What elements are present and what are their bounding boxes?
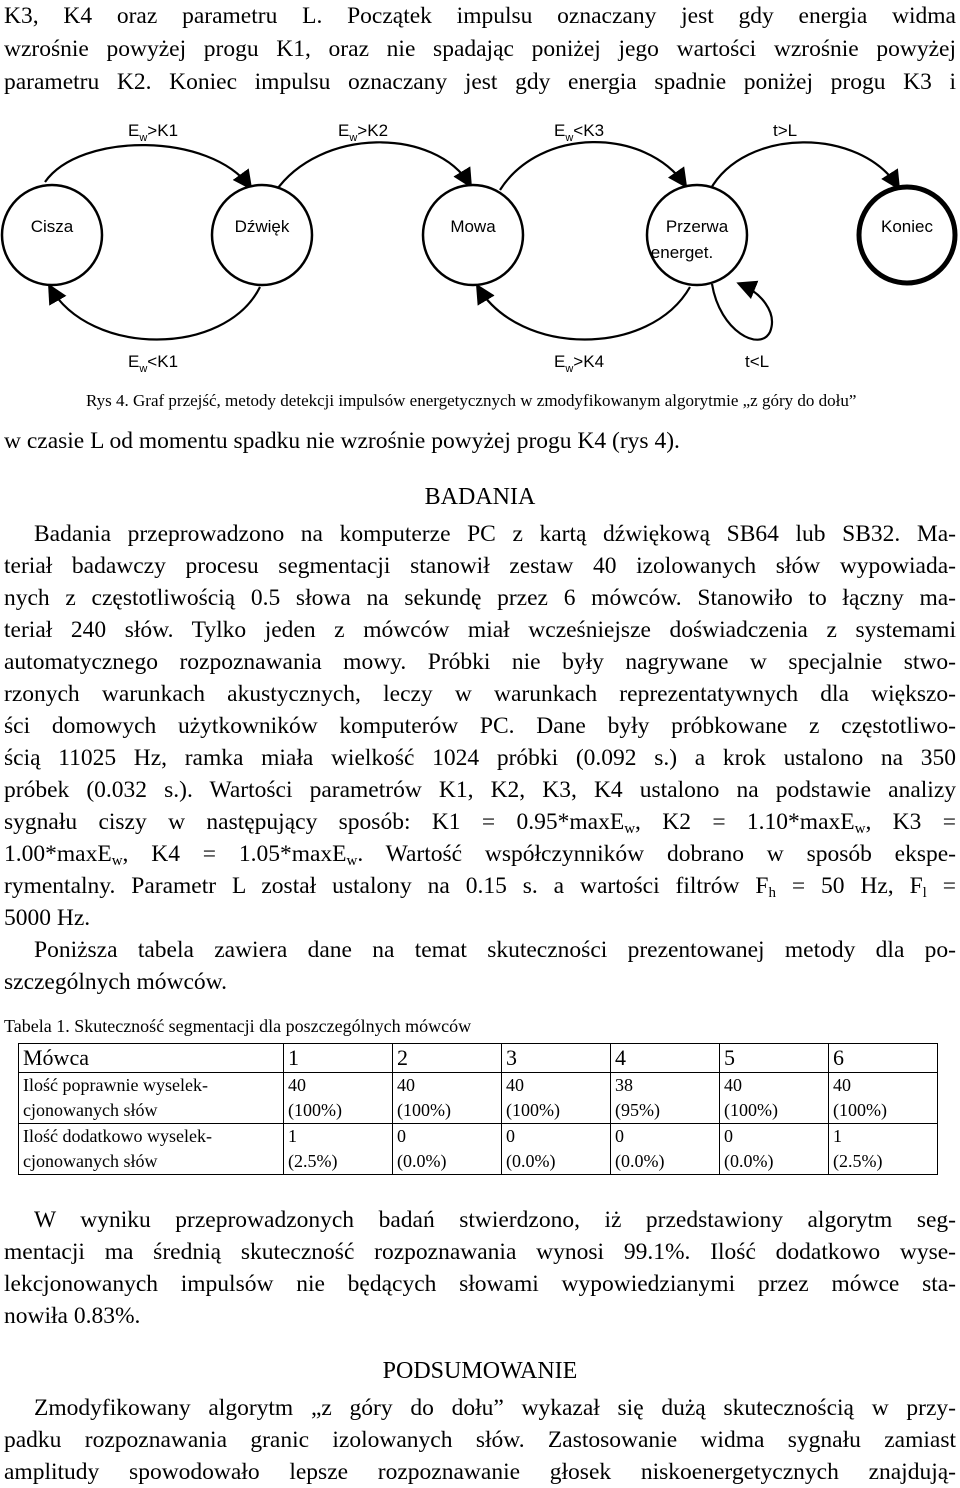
state-dzwiek-label: Dźwięk [234,217,290,236]
transition-label-ew-gt-k2: $E_w>K2$ [338,121,389,144]
body-text-line: Badania przeprowadzono na komputerze PC z kartą dźwiękową SB64 lub SB32. Ma- [34,521,956,547]
arrow-przerwa-self-loop [712,284,772,340]
body-text-line: K3, K4 oraz parametru L. Początek impulsu oznaczany jest gdy energia widma [4,3,956,29]
formula-line: rymentalny. Parametr L został ustalony na 0.15 s. a wartości filtrów $F_h = 50$ Hz, $F_l$ = [4,873,956,901]
table-cell: 38 (95%) [611,1073,720,1124]
state-mowa-label: Mowa [450,217,496,236]
body-text-line: teriał badawczy procesu segmentacji stanowił zestaw 40 izolowanych słów wypowiada- [4,553,956,579]
table-header-row [19,1044,938,1073]
arrow-cisza-to-dzwiek [45,145,250,187]
arrow-dzwiek-to-cisza [50,287,260,340]
table-cell: 0 (0.0%) [611,1124,720,1175]
table-cell: 1 (2.5%) [284,1124,393,1175]
table-header-cell: 3 [502,1044,611,1073]
body-text-line: teriał 240 słów. Tylko jeden z mówców miał wcześniejsze doświadczenia z systemami [4,617,956,643]
body-text-line: lekcjonowanych impulsów nie będących słowami wypowiedzianymi przez mówce sta- [4,1271,956,1297]
body-text-line: Poniższa tabela zawiera dane na temat skuteczności prezentowanej metody dla po- [34,937,956,963]
arrow-dzwiek-to-mowa [275,142,470,192]
table-header-cell: 1 [284,1044,393,1073]
body-text-line: automatycznego rozpoznawania mowy. Próbki nie były nagrywane w specjalnie stwo- [4,649,956,675]
transition-label-t-lt-l: t<L [745,352,770,371]
body-text-line: próbek (0.032 s.). Wartości parametrów K1, K2, K3, K4 ustalono na podstawie analizy [4,777,956,803]
table-cell: 40 (100%) [393,1073,502,1124]
arrow-przerwa-to-mowa [478,287,690,340]
table-cell: 0 (0.0%) [393,1124,502,1175]
table-header-cell: 4 [611,1044,720,1073]
table-row [19,1124,938,1175]
body-text-line: rzonych warunkach akustycznych, leczy w warunkach reprezentatywnych dla większo- [4,681,956,707]
results-table [18,1043,938,1175]
transition-label-t-gt-l: t>L [773,121,798,140]
row-label-cell: Ilość poprawnie wyselek- cjonowanych słów [19,1073,284,1124]
figure-caption: Rys 4. Graf przejść, metody detekcji impulsów energetycznych w zmodyfikowanym algorytmie „z góry do dołu” [86,391,857,410]
table-header-cell: 6 [829,1044,938,1073]
table-cell: 0 (0.0%) [720,1124,829,1175]
conclusion-paragraph [4,1204,956,1332]
state-cisza-label: Cisza [30,217,74,236]
badania-paragraph [4,518,956,998]
table-header-cell: 2 [393,1044,502,1073]
body-text-line: Zmodyfikowany algorytm „z góry do dołu” wykazał się dużą skutecznością w przy- [34,1395,956,1421]
body-text-line: wzrośnie powyżej progu K1, oraz nie spadając poniżej jego wartości wzrośnie powyżej [4,36,956,62]
transition-label-ew-lt-k1: $E_w<K1$ [128,352,179,375]
table-cell: 40 (100%) [829,1073,938,1124]
row-label-cell: Ilość dodatkowo wyselek- cjonowanych słów [19,1124,284,1175]
table-row [19,1073,938,1124]
table-header-cell: 5 [720,1044,829,1073]
body-text-line: ścią 11025 Hz, ramka miała wielkość 1024 próbki (0.092 s.) a krok ustalono na 350 [4,745,956,771]
formula-line: 1.00*maxE$_w$, K4 = 1.05*maxE$_w$. Wartość współczynników dobrano w sposób ekspe- [4,841,957,869]
body-text-line: nych z częstotliwością 0.5 słowa na sekundę przez 6 mówców. Stanowiło to łączny ma- [4,585,956,611]
transition-label-ew-gt-k1: $E_w>K1$ [128,121,179,144]
summary-paragraph [4,1392,956,1488]
body-text-line: padku rozpoznawania granic izolowanych słów. Zastosowanie widma sygnału zamiast [4,1427,956,1453]
table-cell: 40 (100%) [284,1073,393,1124]
transition-label-ew-lt-k3: $E_w<K3$ [554,121,605,144]
body-text-line: parametru K2. Koniec impulsu oznaczany jest gdy energia spadnie poniżej progu K3 i [4,69,956,95]
section-heading: PODSUMOWANIE [382,1358,578,1384]
body-text-line: mentacji ma średnią skuteczność rozpoznawania wynosi 99.1%. Ilość dodatkowo wyse- [4,1239,956,1265]
arrow-mowa-to-przerwa [500,142,685,190]
body-text-line: nowiła 0.83%. [4,1303,141,1329]
table-cell: 0 (0.0%) [502,1124,611,1175]
state-koniec-label: Koniec [881,217,933,236]
table-cell: 1 (2.5%) [829,1124,938,1175]
body-text-line: amplitudy spowodowało lepsze rozpoznawanie głosek niskoenergetycznych znajdują- [4,1459,956,1485]
state-przerwa-label: Przerwa [665,217,729,236]
table-cell: 40 (100%) [720,1073,829,1124]
table-caption: Tabela 1. Skuteczność segmentacji dla poszczególnych mówców [4,1016,472,1036]
transition-label-ew-gt-k4: $E_w>K4$ [554,352,605,375]
table-cell: 40 (100%) [502,1073,611,1124]
body-text-line: 5000 Hz. [4,905,91,931]
state-transition-diagram [0,112,960,422]
body-text-line: w czasie L od momentu spadku nie wzrośnie powyżej progu K4 (rys 4). [4,428,680,454]
body-text-line: ści domowych użytkowników komputerów PC. Dane były próbkowane z częstotliwo- [4,713,956,739]
body-text-line: szczególnych mówców. [4,969,227,995]
table-header-cell: Mówca [19,1044,284,1073]
body-text-line: W wyniku przeprowadzonych badań stwierdzono, iż przedstawiony algorytm seg- [34,1207,956,1233]
state-przerwa-label-2: energet. [650,243,714,262]
section-heading: BADANIA [424,484,536,510]
arrow-przerwa-to-koniec [710,142,898,190]
formula-line: sygnału ciszy w następujący sposób: K1 = 0.95*maxE$_w$, K2 = 1.10*maxE$_w$, K3 = [4,809,956,837]
